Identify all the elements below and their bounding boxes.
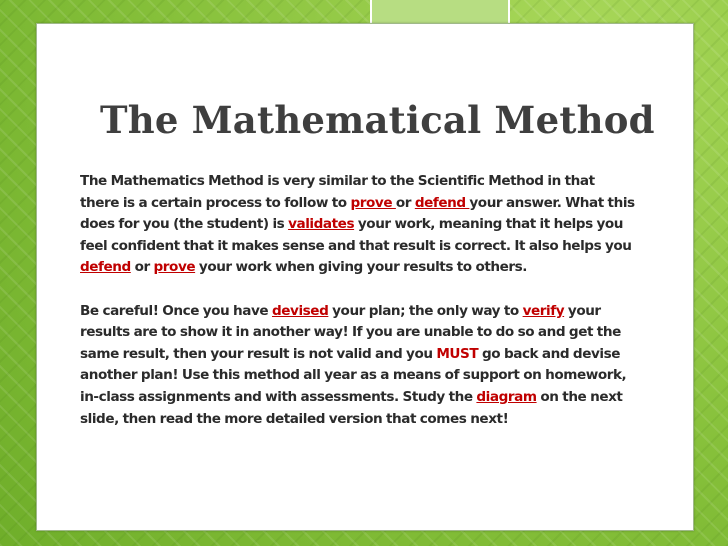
keyword-defend: defend	[414, 194, 470, 211]
keyword-must: MUST	[436, 345, 479, 362]
keyword-prove: prove	[153, 259, 196, 276]
text-segment: your answer. What this does for you (the student) is	[80, 194, 635, 233]
slide-body	[80, 171, 635, 430]
keyword-diagram: diagram	[476, 388, 537, 405]
text-segment: Be careful! Once you have	[80, 302, 272, 319]
slide-title: The Mathematical Method	[100, 98, 655, 142]
keyword-devised: devised	[271, 302, 329, 319]
text-segment: your plan; the only way to	[328, 302, 523, 319]
keyword-verify: verify	[522, 302, 565, 319]
keyword-prove: prove	[350, 194, 396, 211]
text-segment: or	[130, 259, 154, 276]
keyword-validates: validates	[288, 216, 355, 233]
text-segment: on the next slide, then read the more detailed version that comes next!	[80, 388, 623, 427]
text-segment: your work when giving your results to others.	[195, 259, 528, 276]
keyword-defend: defend	[80, 259, 131, 276]
text-segment: your work, meaning that it helps you feel confident that it makes sense and that result is correct. It also helps you	[80, 216, 632, 254]
text-segment: your results are to show it in another way! If you are unable to do so and get the same result, then your result is not valid and you	[80, 302, 621, 362]
text-segment: or	[395, 194, 415, 211]
paragraph-2	[80, 301, 635, 431]
text-segment: The Mathematics Method is very similar to the Scientific Method in that there is a certain process to follow to	[80, 173, 595, 211]
text-segment: go back and devise another plan! Use this method all year as a means of support on homework, in-class assignments and with assessments. Study the	[80, 345, 627, 405]
paragraph-1	[80, 171, 635, 279]
